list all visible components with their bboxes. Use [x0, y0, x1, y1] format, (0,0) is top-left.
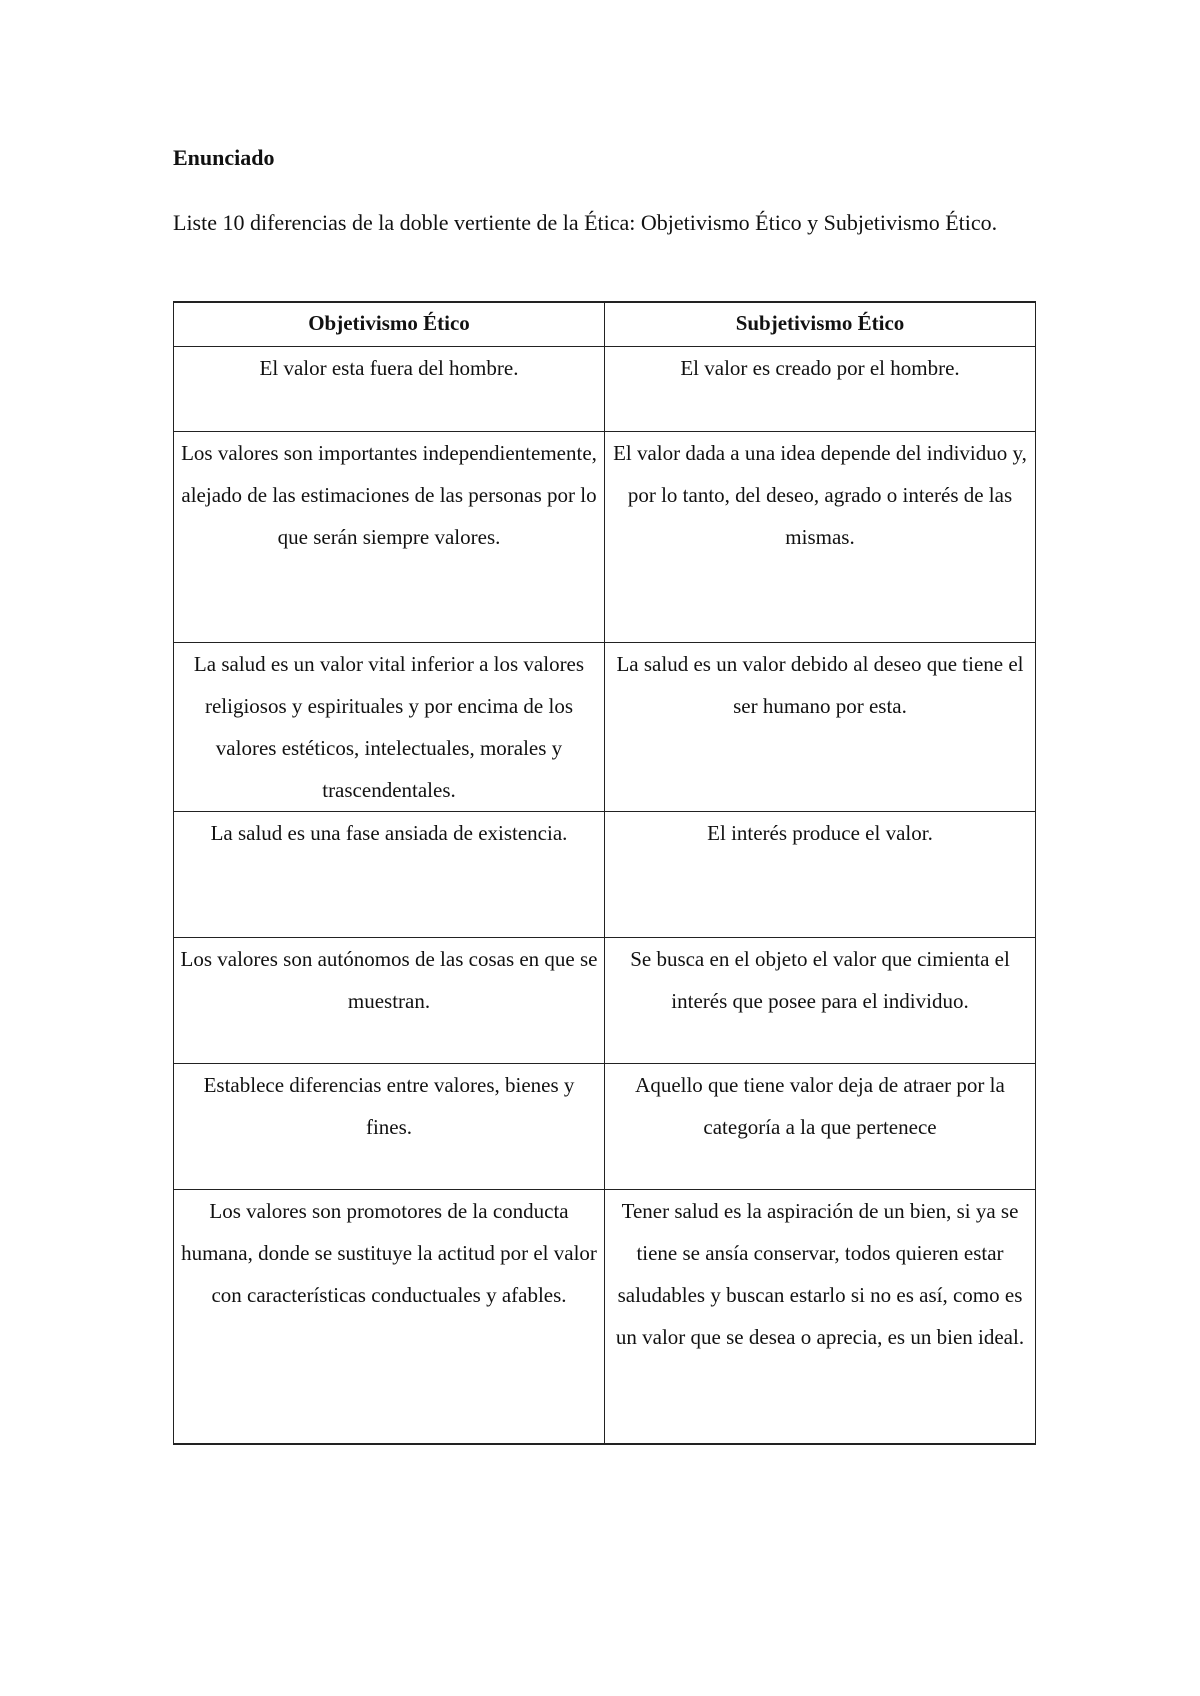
cell-objetivismo: [174, 811, 605, 937]
cell-text: Los valores son autónomos de las cosas en que se muestran.: [180, 946, 598, 1013]
comparison-table: [173, 301, 1036, 1445]
cell-objetivismo: [174, 1189, 605, 1444]
table-row: [174, 1189, 1036, 1444]
cell-text: El valor es creado por el hombre.: [680, 355, 960, 380]
table-row: [174, 937, 1036, 1063]
cell-text: El interés produce el valor.: [707, 820, 933, 845]
cell-text: Establece diferencias entre valores, bienes y fines.: [203, 1072, 575, 1139]
table-row: [174, 811, 1036, 937]
cell-objetivismo: [174, 937, 605, 1063]
document-prompt: Liste 10 diferencias de la doble vertiente de la Ética: Objetivismo Ético y Subjetivismo Ético.: [173, 210, 998, 235]
cell-text: Se busca en el objeto el valor que cimienta el interés que posee para el individuo.: [630, 946, 1010, 1013]
cell-subjetivismo: [605, 346, 1036, 431]
table-row: [174, 1063, 1036, 1189]
cell-subjetivismo: [605, 642, 1036, 811]
cell-text: El valor dada a una idea depende del individuo y, por lo tanto, del deseo, agrado o interés de las mismas.: [613, 440, 1027, 549]
cell-text: El valor esta fuera del hombre.: [259, 355, 519, 380]
cell-subjetivismo: [605, 431, 1036, 642]
table-row: [174, 431, 1036, 642]
cell-text: Los valores son importantes independientemente, alejado de las estimaciones de las personas por lo que serán siempre valores.: [181, 440, 597, 549]
cell-subjetivismo: [605, 937, 1036, 1063]
document-heading: Enunciado: [173, 145, 275, 170]
table-row: [174, 346, 1036, 431]
table-header-row: [174, 302, 1036, 346]
table-row: [174, 642, 1036, 811]
cell-objetivismo: [174, 431, 605, 642]
header-subjetivismo: Subjetivismo Ético: [605, 302, 1036, 346]
cell-subjetivismo: [605, 811, 1036, 937]
cell-text: Los valores son promotores de la conducta humana, donde se sustituye la actitud por el valor con características conductuales y afables.: [181, 1198, 597, 1307]
cell-objetivismo: [174, 642, 605, 811]
cell-text: La salud es una fase ansiada de existencia.: [210, 820, 568, 845]
cell-text: La salud es un valor vital inferior a los valores religiosos y espirituales y por encima de los valores estéticos, intelectuales, morales y trascendentales.: [193, 651, 585, 802]
cell-subjetivismo: [605, 1063, 1036, 1189]
header-objetivismo: Objetivismo Ético: [174, 302, 605, 346]
cell-objetivismo: [174, 346, 605, 431]
cell-text: Tener salud es la aspiración de un bien, si ya se tiene se ansía conservar, todos quieren estar saludables y buscan estarlo si no es así, como es un valor que se desea o aprecia, es un bien ideal.: [615, 1198, 1025, 1349]
cell-objetivismo: [174, 1063, 605, 1189]
cell-subjetivismo: [605, 1189, 1036, 1444]
cell-text: Aquello que tiene valor deja de atraer por la categoría a la que pertenece: [635, 1072, 1005, 1139]
cell-text: La salud es un valor debido al deseo que tiene el ser humano por esta.: [616, 651, 1024, 718]
